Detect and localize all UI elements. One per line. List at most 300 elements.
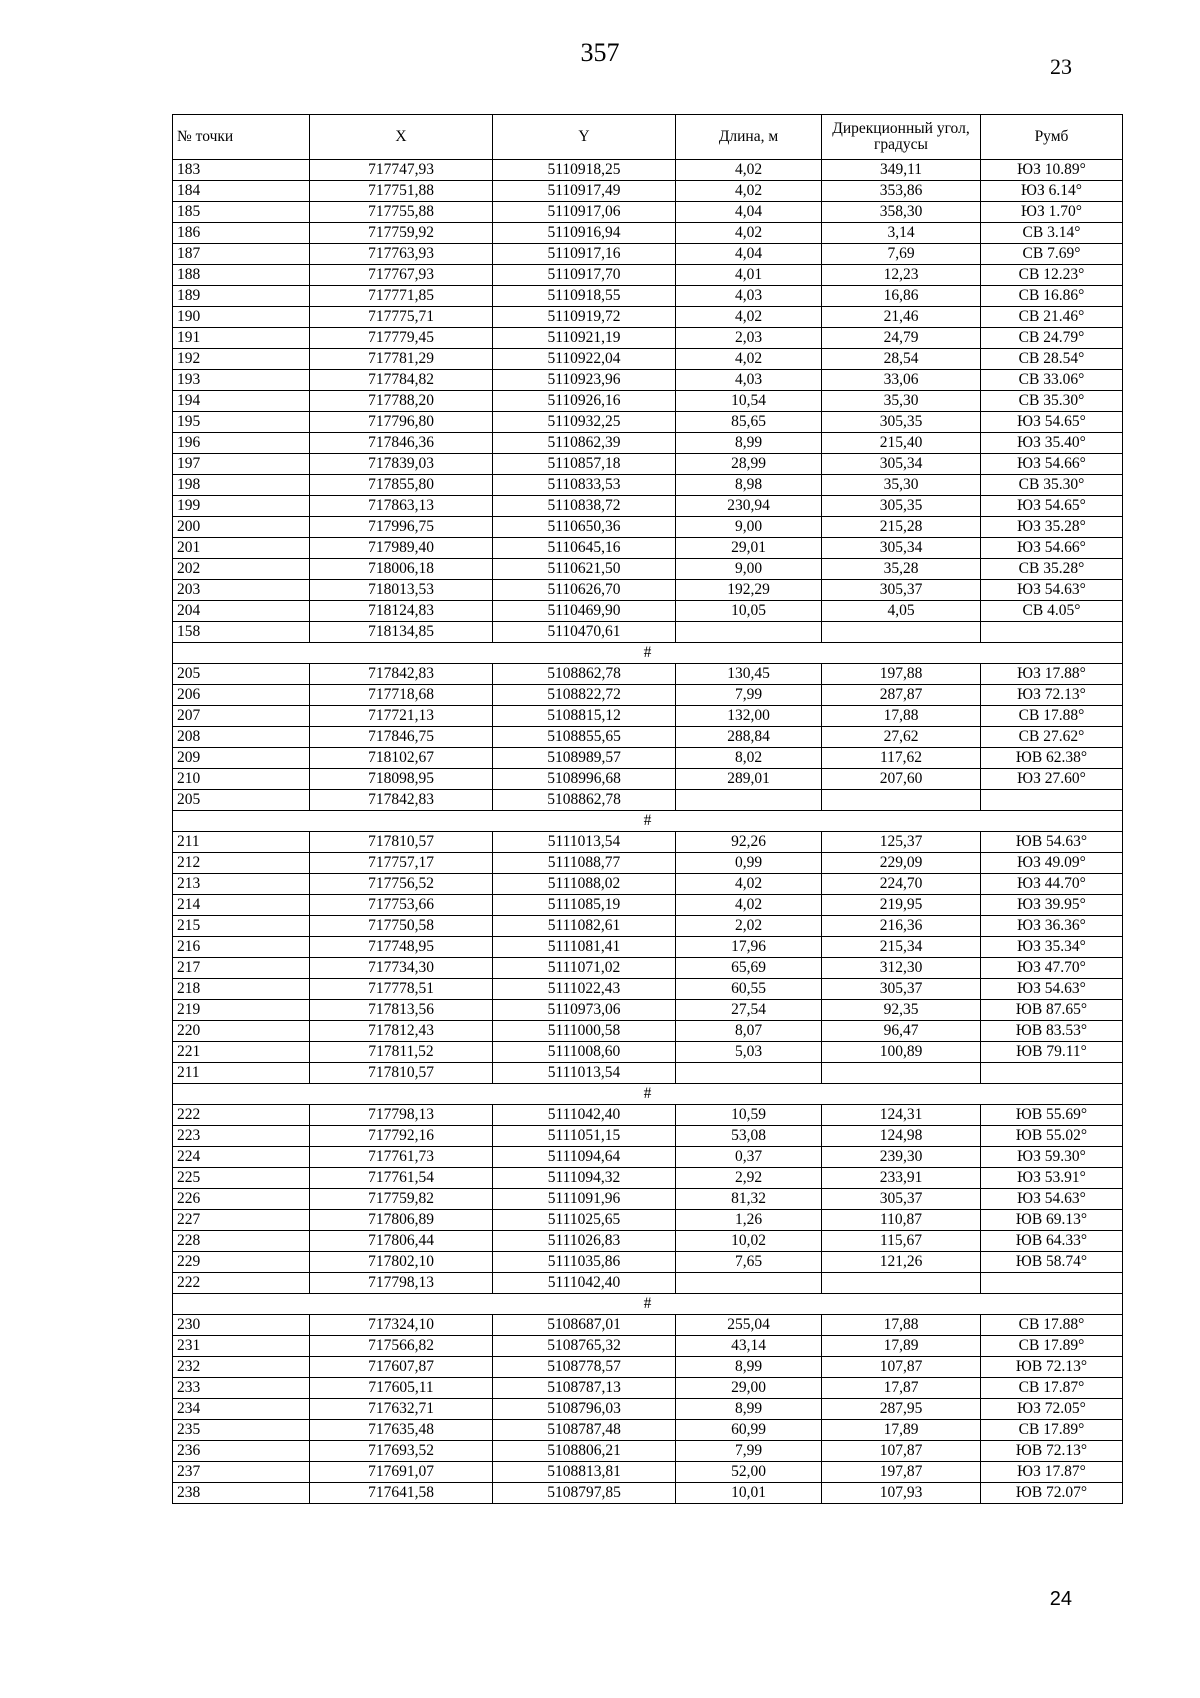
cell-angle: 17,88 xyxy=(822,1315,981,1336)
cell-point-number: 236 xyxy=(173,1441,310,1462)
cell-x: 717751,88 xyxy=(310,181,493,202)
cell-point-number: 189 xyxy=(173,286,310,307)
table-row xyxy=(173,580,1123,601)
table-row xyxy=(173,1000,1123,1021)
cell-rhumb: ЮЗ 49.09° xyxy=(981,853,1123,874)
separator-row xyxy=(173,1294,1123,1315)
cell-rhumb: ЮЗ 27.60° xyxy=(981,769,1123,790)
cell-length: 4,03 xyxy=(676,286,822,307)
table-row xyxy=(173,832,1123,853)
cell-x: 717996,75 xyxy=(310,517,493,538)
cell-length: 130,45 xyxy=(676,664,822,685)
cell-length: 8,99 xyxy=(676,1357,822,1378)
cell-angle: 287,95 xyxy=(822,1399,981,1420)
cell-length: 9,00 xyxy=(676,517,822,538)
cell-length: 92,26 xyxy=(676,832,822,853)
cell-rhumb: ЮЗ 53.91° xyxy=(981,1168,1123,1189)
cell-x: 717781,29 xyxy=(310,349,493,370)
cell-rhumb: ЮЗ 54.65° xyxy=(981,496,1123,517)
cell-y: 5108797,85 xyxy=(493,1483,676,1504)
cell-y: 5111042,40 xyxy=(493,1273,676,1294)
cell-point-number: 218 xyxy=(173,979,310,1000)
table-row xyxy=(173,1357,1123,1378)
cell-angle: 107,87 xyxy=(822,1441,981,1462)
cell-length xyxy=(676,790,822,811)
cell-point-number: 196 xyxy=(173,433,310,454)
table-row xyxy=(173,202,1123,223)
cell-rhumb: ЮВ 72.13° xyxy=(981,1441,1123,1462)
cell-rhumb: ЮВ 69.13° xyxy=(981,1210,1123,1231)
cell-angle: 305,34 xyxy=(822,454,981,475)
cell-point-number: 210 xyxy=(173,769,310,790)
cell-y: 5110918,25 xyxy=(493,160,676,181)
cell-rhumb: ЮЗ 47.70° xyxy=(981,958,1123,979)
table-row xyxy=(173,937,1123,958)
cell-point-number: 230 xyxy=(173,1315,310,1336)
table-row xyxy=(173,1063,1123,1084)
cell-length: 81,32 xyxy=(676,1189,822,1210)
cell-x: 717811,52 xyxy=(310,1042,493,1063)
cell-length: 4,04 xyxy=(676,244,822,265)
cell-x: 717748,95 xyxy=(310,937,493,958)
cell-x: 717747,93 xyxy=(310,160,493,181)
table-row xyxy=(173,706,1123,727)
cell-y: 5111085,19 xyxy=(493,895,676,916)
cell-y: 5108862,78 xyxy=(493,664,676,685)
cell-point-number: 205 xyxy=(173,664,310,685)
cell-y: 5108765,32 xyxy=(493,1336,676,1357)
cell-point-number: 190 xyxy=(173,307,310,328)
cell-x: 717761,73 xyxy=(310,1147,493,1168)
cell-rhumb: ЮЗ 54.63° xyxy=(981,580,1123,601)
cell-x: 718006,18 xyxy=(310,559,493,580)
cell-y: 5111088,02 xyxy=(493,874,676,895)
cell-length: 10,59 xyxy=(676,1105,822,1126)
cell-point-number: 205 xyxy=(173,790,310,811)
cell-angle: 305,37 xyxy=(822,1189,981,1210)
cell-point-number: 202 xyxy=(173,559,310,580)
cell-y: 5111025,65 xyxy=(493,1210,676,1231)
table-row xyxy=(173,790,1123,811)
cell-point-number: 219 xyxy=(173,1000,310,1021)
cell-length: 29,01 xyxy=(676,538,822,559)
cell-length: 28,99 xyxy=(676,454,822,475)
cell-y: 5108778,57 xyxy=(493,1357,676,1378)
cell-length: 10,54 xyxy=(676,391,822,412)
cell-rhumb: СВ 3.14° xyxy=(981,223,1123,244)
cell-x: 718098,95 xyxy=(310,769,493,790)
cell-point-number: 208 xyxy=(173,727,310,748)
cell-angle: 4,05 xyxy=(822,601,981,622)
cell-x: 717806,89 xyxy=(310,1210,493,1231)
table-row xyxy=(173,433,1123,454)
cell-point-number: 224 xyxy=(173,1147,310,1168)
table-row xyxy=(173,895,1123,916)
cell-point-number: 201 xyxy=(173,538,310,559)
cell-length: 27,54 xyxy=(676,1000,822,1021)
cell-rhumb: СВ 16.86° xyxy=(981,286,1123,307)
cell-y: 5110833,53 xyxy=(493,475,676,496)
cell-point-number: 209 xyxy=(173,748,310,769)
cell-angle: 229,09 xyxy=(822,853,981,874)
cell-y: 5108862,78 xyxy=(493,790,676,811)
cell-length: 4,02 xyxy=(676,181,822,202)
cell-x: 717566,82 xyxy=(310,1336,493,1357)
cell-y: 5111035,86 xyxy=(493,1252,676,1273)
cell-rhumb: СВ 17.88° xyxy=(981,1315,1123,1336)
cell-length xyxy=(676,1273,822,1294)
cell-length: 7,65 xyxy=(676,1252,822,1273)
cell-length: 8,98 xyxy=(676,475,822,496)
cell-point-number: 227 xyxy=(173,1210,310,1231)
cell-x: 717788,20 xyxy=(310,391,493,412)
page-number-top: 357 xyxy=(580,38,620,67)
cell-angle: 17,88 xyxy=(822,706,981,727)
table-row xyxy=(173,1042,1123,1063)
cell-y: 5110973,06 xyxy=(493,1000,676,1021)
table-row xyxy=(173,622,1123,643)
cell-x: 717775,71 xyxy=(310,307,493,328)
cell-point-number: 229 xyxy=(173,1252,310,1273)
table-row xyxy=(173,1126,1123,1147)
cell-angle: 21,46 xyxy=(822,307,981,328)
cell-length: 17,96 xyxy=(676,937,822,958)
cell-length: 0,37 xyxy=(676,1147,822,1168)
cell-angle xyxy=(822,1063,981,1084)
cell-angle: 216,36 xyxy=(822,916,981,937)
cell-rhumb: СВ 35.30° xyxy=(981,475,1123,496)
cell-point-number: 232 xyxy=(173,1357,310,1378)
table-row xyxy=(173,748,1123,769)
cell-x: 717759,92 xyxy=(310,223,493,244)
cell-x: 717607,87 xyxy=(310,1357,493,1378)
table-row xyxy=(173,181,1123,202)
cell-y: 5110922,04 xyxy=(493,349,676,370)
cell-point-number: 211 xyxy=(173,1063,310,1084)
cell-angle: 305,34 xyxy=(822,538,981,559)
cell-angle: 121,26 xyxy=(822,1252,981,1273)
cell-y: 5111071,02 xyxy=(493,958,676,979)
cell-length: 2,02 xyxy=(676,916,822,937)
cell-rhumb: ЮЗ 1.70° xyxy=(981,202,1123,223)
cell-rhumb: СВ 7.69° xyxy=(981,244,1123,265)
cell-length: 4,04 xyxy=(676,202,822,223)
table-row xyxy=(173,685,1123,706)
cell-rhumb: ЮЗ 35.34° xyxy=(981,937,1123,958)
cell-rhumb: СВ 24.79° xyxy=(981,328,1123,349)
cell-point-number: 184 xyxy=(173,181,310,202)
cell-length: 8,02 xyxy=(676,748,822,769)
cell-angle: 197,87 xyxy=(822,1462,981,1483)
cell-point-number: 191 xyxy=(173,328,310,349)
cell-x: 717796,80 xyxy=(310,412,493,433)
cell-rhumb: СВ 33.06° xyxy=(981,370,1123,391)
cell-length: 4,02 xyxy=(676,349,822,370)
cell-x: 717798,13 xyxy=(310,1273,493,1294)
separator-cell: # xyxy=(173,811,1123,832)
table-row xyxy=(173,1168,1123,1189)
table-row xyxy=(173,1105,1123,1126)
col-direction-angle: Дирекционный угол, градусы xyxy=(822,115,981,160)
table-row xyxy=(173,328,1123,349)
cell-point-number: 222 xyxy=(173,1273,310,1294)
cell-rhumb: ЮВ 58.74° xyxy=(981,1252,1123,1273)
cell-x: 717691,07 xyxy=(310,1462,493,1483)
cell-point-number: 203 xyxy=(173,580,310,601)
cell-x: 717324,10 xyxy=(310,1315,493,1336)
cell-length: 7,99 xyxy=(676,685,822,706)
cell-rhumb: ЮЗ 39.95° xyxy=(981,895,1123,916)
table-header xyxy=(173,115,1123,160)
cell-y: 5110469,90 xyxy=(493,601,676,622)
cell-y: 5110645,16 xyxy=(493,538,676,559)
table-row xyxy=(173,160,1123,181)
cell-angle xyxy=(822,1273,981,1294)
cell-x: 717839,03 xyxy=(310,454,493,475)
cell-rhumb: ЮЗ 54.66° xyxy=(981,454,1123,475)
cell-angle: 358,30 xyxy=(822,202,981,223)
cell-point-number: 158 xyxy=(173,622,310,643)
cell-length: 5,03 xyxy=(676,1042,822,1063)
cell-point-number: 197 xyxy=(173,454,310,475)
cell-angle: 215,34 xyxy=(822,937,981,958)
cell-point-number: 212 xyxy=(173,853,310,874)
cell-y: 5110921,19 xyxy=(493,328,676,349)
cell-y: 5108822,72 xyxy=(493,685,676,706)
cell-length: 60,55 xyxy=(676,979,822,1000)
cell-point-number: 195 xyxy=(173,412,310,433)
cell-y: 5110926,16 xyxy=(493,391,676,412)
cell-length: 8,99 xyxy=(676,433,822,454)
cell-y: 5110916,94 xyxy=(493,223,676,244)
cell-x: 717846,75 xyxy=(310,727,493,748)
cell-y: 5108787,13 xyxy=(493,1378,676,1399)
cell-angle: 219,95 xyxy=(822,895,981,916)
cell-y: 5111022,43 xyxy=(493,979,676,1000)
cell-angle: 100,89 xyxy=(822,1042,981,1063)
cell-rhumb: ЮЗ 36.36° xyxy=(981,916,1123,937)
cell-point-number: 206 xyxy=(173,685,310,706)
cell-rhumb: СВ 12.23° xyxy=(981,265,1123,286)
cell-y: 5110857,18 xyxy=(493,454,676,475)
table-row xyxy=(173,853,1123,874)
cell-y: 5111081,41 xyxy=(493,937,676,958)
cell-angle: 17,89 xyxy=(822,1420,981,1441)
cell-point-number: 199 xyxy=(173,496,310,517)
cell-length: 4,03 xyxy=(676,370,822,391)
cell-y: 5110918,55 xyxy=(493,286,676,307)
cell-point-number: 200 xyxy=(173,517,310,538)
cell-angle: 107,93 xyxy=(822,1483,981,1504)
cell-rhumb xyxy=(981,1273,1123,1294)
cell-length: 192,29 xyxy=(676,580,822,601)
col-point-number: № точки xyxy=(173,115,310,160)
cell-y: 5108815,12 xyxy=(493,706,676,727)
cell-point-number: 187 xyxy=(173,244,310,265)
cell-rhumb: ЮЗ 59.30° xyxy=(981,1147,1123,1168)
table-row xyxy=(173,601,1123,622)
cell-x: 717989,40 xyxy=(310,538,493,559)
cell-angle: 28,54 xyxy=(822,349,981,370)
cell-angle: 3,14 xyxy=(822,223,981,244)
separator-cell: # xyxy=(173,643,1123,664)
cell-length: 4,01 xyxy=(676,265,822,286)
cell-y: 5111042,40 xyxy=(493,1105,676,1126)
cell-angle: 110,87 xyxy=(822,1210,981,1231)
table-row xyxy=(173,496,1123,517)
table-row xyxy=(173,286,1123,307)
cell-angle: 115,67 xyxy=(822,1231,981,1252)
cell-rhumb: СВ 27.62° xyxy=(981,727,1123,748)
table-row xyxy=(173,1483,1123,1504)
table-row xyxy=(173,307,1123,328)
cell-y: 5110919,72 xyxy=(493,307,676,328)
table-row xyxy=(173,1378,1123,1399)
cell-rhumb: ЮЗ 54.66° xyxy=(981,538,1123,559)
cell-x: 718124,83 xyxy=(310,601,493,622)
cell-rhumb: ЮВ 55.02° xyxy=(981,1126,1123,1147)
separator-row xyxy=(173,811,1123,832)
cell-x: 717784,82 xyxy=(310,370,493,391)
cell-point-number: 225 xyxy=(173,1168,310,1189)
cell-y: 5111000,58 xyxy=(493,1021,676,1042)
cell-rhumb: ЮВ 72.07° xyxy=(981,1483,1123,1504)
cell-rhumb: ЮЗ 54.65° xyxy=(981,412,1123,433)
cell-x: 717763,93 xyxy=(310,244,493,265)
cell-length: 10,02 xyxy=(676,1231,822,1252)
cell-rhumb: ЮВ 79.11° xyxy=(981,1042,1123,1063)
table-row xyxy=(173,979,1123,1000)
cell-point-number: 217 xyxy=(173,958,310,979)
table-body xyxy=(173,160,1123,1504)
cell-length: 53,08 xyxy=(676,1126,822,1147)
cell-angle: 233,91 xyxy=(822,1168,981,1189)
cell-point-number: 220 xyxy=(173,1021,310,1042)
cell-x: 717759,82 xyxy=(310,1189,493,1210)
col-length: Длина, м xyxy=(676,115,822,160)
cell-angle: 24,79 xyxy=(822,328,981,349)
cell-rhumb: ЮЗ 17.88° xyxy=(981,664,1123,685)
cell-x: 717842,83 xyxy=(310,664,493,685)
cell-rhumb: ЮВ 72.13° xyxy=(981,1357,1123,1378)
cell-angle: 305,37 xyxy=(822,979,981,1000)
cell-y: 5111013,54 xyxy=(493,832,676,853)
cell-length xyxy=(676,622,822,643)
cell-point-number: 235 xyxy=(173,1420,310,1441)
cell-y: 5111091,96 xyxy=(493,1189,676,1210)
table-row xyxy=(173,1420,1123,1441)
table-row xyxy=(173,1441,1123,1462)
cell-length: 288,84 xyxy=(676,727,822,748)
cell-point-number: 228 xyxy=(173,1231,310,1252)
cell-x: 717721,13 xyxy=(310,706,493,727)
cell-y: 5110917,06 xyxy=(493,202,676,223)
cell-x: 717693,52 xyxy=(310,1441,493,1462)
cell-x: 717757,17 xyxy=(310,853,493,874)
cell-x: 717855,80 xyxy=(310,475,493,496)
cell-angle: 107,87 xyxy=(822,1357,981,1378)
cell-rhumb: СВ 17.89° xyxy=(981,1336,1123,1357)
table-row xyxy=(173,916,1123,937)
cell-x: 717755,88 xyxy=(310,202,493,223)
cell-point-number: 213 xyxy=(173,874,310,895)
cell-x: 718134,85 xyxy=(310,622,493,643)
cell-y: 5111082,61 xyxy=(493,916,676,937)
cell-length: 10,01 xyxy=(676,1483,822,1504)
cell-point-number: 204 xyxy=(173,601,310,622)
table-row xyxy=(173,727,1123,748)
cell-x: 718013,53 xyxy=(310,580,493,601)
cell-rhumb: СВ 21.46° xyxy=(981,307,1123,328)
cell-y: 5108796,03 xyxy=(493,1399,676,1420)
cell-x: 717641,58 xyxy=(310,1483,493,1504)
cell-rhumb xyxy=(981,790,1123,811)
coordinates-table xyxy=(172,114,1123,1504)
cell-length: 230,94 xyxy=(676,496,822,517)
cell-length: 4,02 xyxy=(676,874,822,895)
page-number-right: 23 xyxy=(1050,54,1072,79)
cell-rhumb: ЮВ 64.33° xyxy=(981,1231,1123,1252)
cell-angle: 16,86 xyxy=(822,286,981,307)
cell-angle: 239,30 xyxy=(822,1147,981,1168)
cell-x: 717750,58 xyxy=(310,916,493,937)
cell-point-number: 207 xyxy=(173,706,310,727)
cell-point-number: 222 xyxy=(173,1105,310,1126)
cell-y: 5110923,96 xyxy=(493,370,676,391)
cell-angle: 92,35 xyxy=(822,1000,981,1021)
cell-angle xyxy=(822,622,981,643)
page-number-bottom: 24 xyxy=(1049,1588,1072,1610)
col-rhumb: Румб xyxy=(981,115,1123,160)
cell-y: 5108996,68 xyxy=(493,769,676,790)
cell-rhumb: СВ 17.89° xyxy=(981,1420,1123,1441)
cell-length: 289,01 xyxy=(676,769,822,790)
cell-rhumb: ЮЗ 72.05° xyxy=(981,1399,1123,1420)
cell-length: 65,69 xyxy=(676,958,822,979)
cell-length: 85,65 xyxy=(676,412,822,433)
cell-angle: 287,87 xyxy=(822,685,981,706)
cell-y: 5110862,39 xyxy=(493,433,676,454)
table-row xyxy=(173,1189,1123,1210)
cell-x: 717792,16 xyxy=(310,1126,493,1147)
cell-point-number: 185 xyxy=(173,202,310,223)
cell-rhumb xyxy=(981,1063,1123,1084)
table-row xyxy=(173,1252,1123,1273)
cell-x: 717778,51 xyxy=(310,979,493,1000)
table-row xyxy=(173,1147,1123,1168)
cell-angle: 207,60 xyxy=(822,769,981,790)
cell-length: 1,26 xyxy=(676,1210,822,1231)
cell-y: 5111094,32 xyxy=(493,1168,676,1189)
cell-point-number: 211 xyxy=(173,832,310,853)
table-row xyxy=(173,1315,1123,1336)
cell-length: 255,04 xyxy=(676,1315,822,1336)
cell-x: 718102,67 xyxy=(310,748,493,769)
cell-angle xyxy=(822,790,981,811)
cell-rhumb: СВ 35.28° xyxy=(981,559,1123,580)
cell-y: 5110917,70 xyxy=(493,265,676,286)
col-x: X xyxy=(310,115,493,160)
cell-point-number: 234 xyxy=(173,1399,310,1420)
cell-angle: 27,62 xyxy=(822,727,981,748)
cell-angle: 124,98 xyxy=(822,1126,981,1147)
cell-length: 43,14 xyxy=(676,1336,822,1357)
cell-angle: 125,37 xyxy=(822,832,981,853)
cell-angle: 305,37 xyxy=(822,580,981,601)
cell-angle: 305,35 xyxy=(822,412,981,433)
cell-x: 717842,83 xyxy=(310,790,493,811)
table-row xyxy=(173,349,1123,370)
